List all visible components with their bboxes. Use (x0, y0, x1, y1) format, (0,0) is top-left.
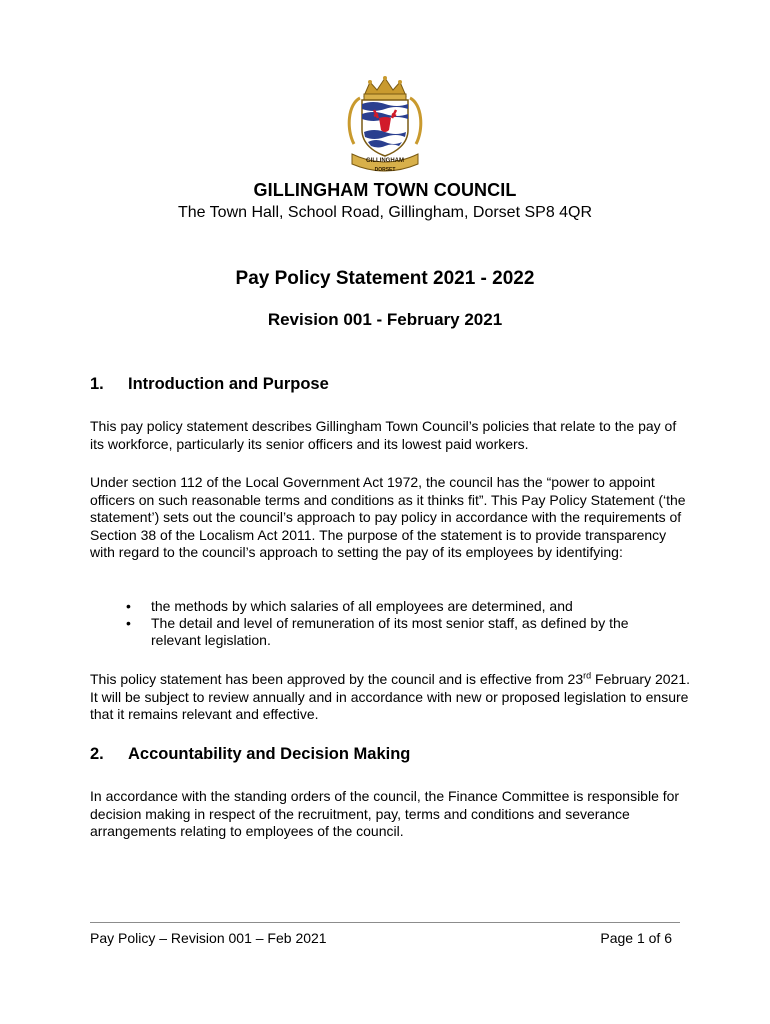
section-number: 2. (90, 745, 104, 763)
section-title: Introduction and Purpose (128, 375, 329, 393)
section-2-heading (90, 745, 410, 764)
motto-line-1: GILLINGHAM (366, 158, 404, 164)
bullet-icon: • (126, 615, 131, 631)
section-1-heading (90, 375, 329, 394)
paragraph: Under section 112 of the Local Government Act 1972, the council has the “power to appoint officers on such reasonable terms and conditions as it thinks fit”. This Pay Policy Statement (‘the statement’) sets out the council’s approach to pay policy in accordance with the requirements of Section 38 of the Localism Act 2011. The purpose of the statement is to provide transparency with regard to the council’s approach to setting the pay of its employees by identifying: (90, 474, 686, 560)
council-address: The Town Hall, School Road, Gillingham, Dorset SP8 4QR (177, 204, 593, 221)
motto-line-2: DORSET (374, 167, 396, 173)
crown-icon (364, 76, 406, 100)
footer-divider (90, 922, 680, 923)
paragraph: This pay policy statement describes Gillingham Town Council’s policies that relate to the pay of its workforce, particularly its senior officers and its lowest paid workers. (90, 418, 677, 452)
footer-page-number: Page 1 of 6 (600, 930, 672, 946)
document-revision: Revision 001 - February 2021 (267, 310, 503, 329)
paragraph: This policy statement has been approved by the council and is effective from 23rd February 2021. It will be subject to review annually and in accordance with new or proposed legislation to ensure that it remains relevant and effective. (90, 670, 690, 722)
bullet-list (122, 598, 662, 649)
list-item: • the methods by which salaries of all employees are determined, and (126, 598, 573, 614)
section-number: 1. (90, 375, 104, 393)
footer-document-ref: Pay Policy – Revision 001 – Feb 2021 (90, 930, 327, 946)
paragraph: In accordance with the standing orders of the council, the Finance Committee is responsible for decision making in respect of the recruitment, pay, terms and conditions and severance arrangements relating to employees of the council. (90, 788, 680, 839)
motto-scroll (352, 154, 418, 173)
document-title: Pay Policy Statement 2021 - 2022 (235, 268, 535, 289)
council-crest-logo (340, 74, 430, 174)
council-name: GILLINGHAM TOWN COUNCIL (253, 180, 517, 200)
section-title: Accountability and Decision Making (128, 745, 411, 763)
list-item: • The detail and level of remuneration of its most senior staff, as defined by the relevant legislation. (126, 615, 629, 648)
bullet-icon: • (126, 598, 131, 614)
